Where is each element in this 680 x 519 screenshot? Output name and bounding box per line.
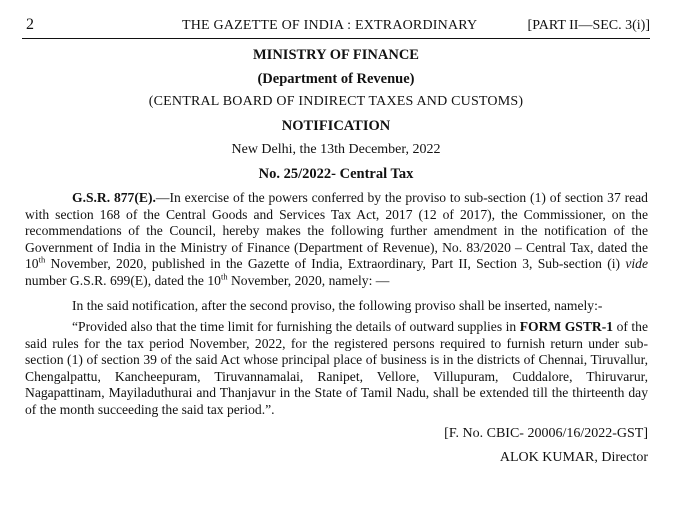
paragraph-preamble [25,190,648,290]
proviso-text-b: of the said rules for the tax period November, 2022, for the registered persons required to furnish return under sub-section (1) of section 39 of the said Act whose principal place of business is in the districts of Chennai, Tiruvallur, Chengalpattu, Kancheepuram, Tiruvannamalai, Ranipet, Vellore, Villupuram, Cuddalore, Thiruvarur, Nagapattinam, Mayiladuthurai and Thanjavur in the State of Tamil Nadu, shall be extended till the thirteenth day of the month succeeding the said tax period.”. [25,319,648,417]
gazette-title: THE GAZETTE OF INDIA : EXTRAORDINARY [182,18,478,33]
file-reference: [F. No. CBIC- 20006/16/2022-GST] [444,426,648,441]
notification-number: No. 25/2022- Central Tax [258,166,414,182]
vide-word: vide [625,256,648,272]
page-header [22,16,650,39]
board-heading: (CENTRAL BOARD OF INDIRECT TAXES AND CUSTOMS) [148,94,524,109]
preamble-text-d: November, 2020, namely: — [227,272,390,288]
notification-heading: NOTIFICATION [281,118,391,134]
proviso-text-a: “Provided also that the time limit for furnishing the details of outward supplies in [72,319,520,334]
paragraph-proviso [25,319,648,419]
ministry-heading: MINISTRY OF FINANCE [253,47,419,63]
page-number: 2 [26,16,34,33]
superscript-th: th [38,254,46,265]
dateline: New Delhi, the 13th December, 2022 [231,142,441,157]
gsr-number: G.S.R. 877(E). [72,190,156,205]
paragraph-insertion-intro: In the said notification, after the second proviso, the following proviso shall be inserted, namely:- [72,298,603,313]
form-name: FORM GSTR-1 [519,319,614,334]
superscript-th: th [220,271,228,282]
preamble-text-b: November, 2020, published in the Gazette of India, Extraordinary, Part II, Section 3, Sub-section (i) [45,256,626,272]
preamble-text-a: —In exercise of the powers conferred by the proviso to sub-section (1) of section 37 read with section 168 of the Central Goods and Services Tax Act, 2017 (12 of 2017), the Commissioner, on the recommendations of the Council, hereby makes the following further amendment in the notification of the Government of India in the Ministry of Finance (Department of Revenue), No. 83/2020 – Central Tax, dated the 10 [25,190,648,272]
part-section: [PART II—SEC. 3(i)] [527,18,650,33]
department-heading: (Department of Revenue) [257,71,415,87]
preamble-text-c: number G.S.R. 699(E), dated the 10 [25,272,221,288]
signatory: ALOK KUMAR, Director [499,450,648,465]
